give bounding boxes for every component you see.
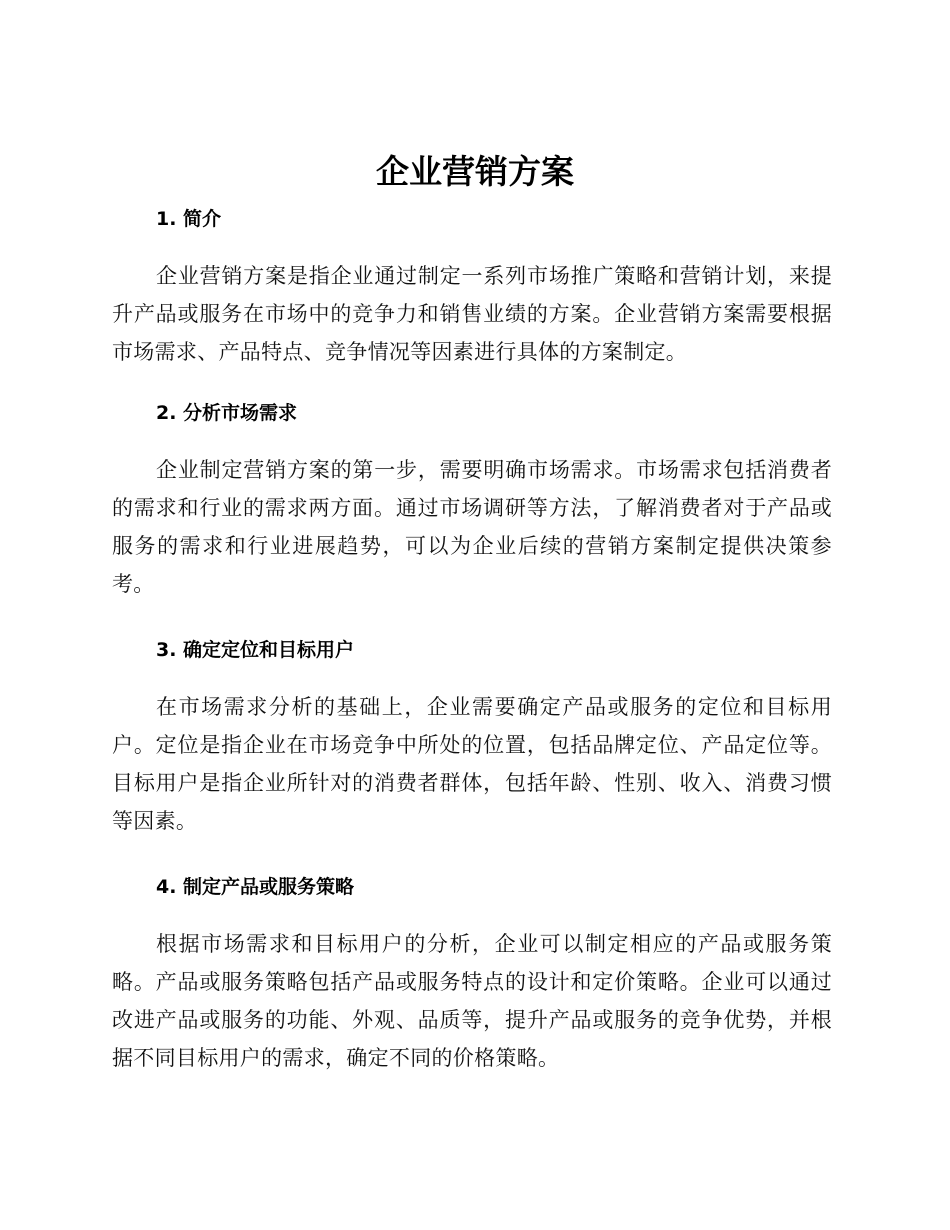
- section-heading: 2. 分析市场需求: [156, 402, 298, 424]
- section-paragraph: 企业制定营销方案的第一步，需要明确市场需求。市场需求包括消费者的需求和行业的需求两方面。通过市场调研等方法，了解消费者对于产品或服务的需求和行业进展趋势，可以为企业后续的营销方案制定提供决策参考。: [112, 458, 832, 596]
- section-paragraph: 在市场需求分析的基础上，企业需要确定产品或服务的定位和目标用户。定位是指企业在市场竞争中所处的位置，包括品牌定位、产品定位等。目标用户是指企业所针对的消费者群体，包括年龄、性别、收入、消费习惯等因素。: [112, 695, 832, 833]
- section-paragraph: 企业营销方案是指企业通过制定一系列市场推广策略和营销计划，来提升产品或服务在市场中的竞争力和销售业绩的方案。企业营销方案需要根据市场需求、产品特点、竞争情况等因素进行具体的方案制定。: [112, 264, 832, 364]
- section-introduction: [112, 205, 832, 371]
- section-heading: 4. 制定产品或服务策略: [156, 876, 355, 898]
- section-product-strategy: [112, 873, 832, 1077]
- section-market-demand: [112, 399, 832, 603]
- section-paragraph: 根据市场需求和目标用户的分析，企业可以制定相应的产品或服务策略。产品或服务策略包括产品或服务特点的设计和定价策略。企业可以通过改进产品或服务的功能、外观、品质等，提升产品或服务的竞争优势，并根据不同目标用户的需求，确定不同的价格策略。: [112, 932, 832, 1070]
- section-heading: 3. 确定定位和目标用户: [156, 639, 355, 661]
- document-title: 企业营销方案: [376, 152, 574, 191]
- section-heading: 1. 简介: [156, 208, 222, 230]
- section-positioning: [112, 636, 832, 840]
